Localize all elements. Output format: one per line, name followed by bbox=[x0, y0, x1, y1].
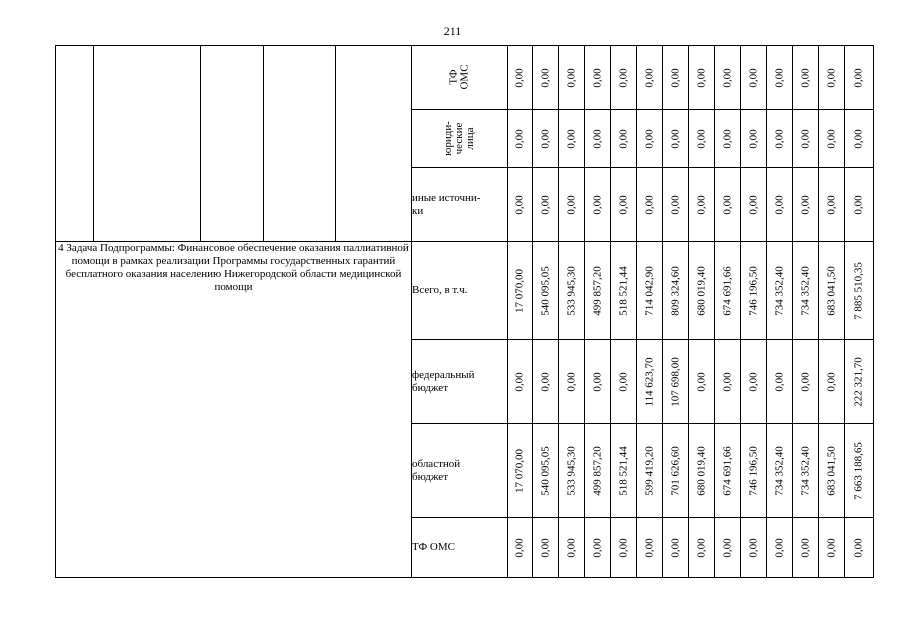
value-text: 0,00 bbox=[513, 194, 526, 215]
value-cell bbox=[611, 46, 637, 110]
value-cell bbox=[663, 168, 689, 242]
value-cell bbox=[508, 518, 533, 578]
value-cell bbox=[715, 168, 741, 242]
value-cell bbox=[611, 424, 637, 518]
value-text: 0,00 bbox=[852, 128, 865, 149]
value-cell bbox=[637, 168, 663, 242]
empty-header-cell bbox=[264, 46, 336, 242]
empty-header-cell bbox=[201, 46, 264, 242]
value-text: 714 042,90 bbox=[643, 265, 655, 316]
value-cell bbox=[611, 168, 637, 242]
value-text: 809 324,60 bbox=[669, 265, 681, 316]
value-text: 0,00 bbox=[591, 537, 603, 558]
value-cell bbox=[793, 424, 819, 518]
value-cell bbox=[585, 242, 611, 340]
value-cell bbox=[819, 168, 845, 242]
value-cell bbox=[637, 242, 663, 340]
value-text: 0,00 bbox=[643, 537, 655, 558]
value-text: 746 196,50 bbox=[747, 445, 759, 496]
value-text: 0,00 bbox=[825, 67, 837, 88]
value-text: 734 352,40 bbox=[799, 265, 811, 316]
value-cell bbox=[741, 46, 767, 110]
value-cell bbox=[559, 46, 585, 110]
value-text: 0,00 bbox=[825, 194, 837, 215]
empty-header-cell bbox=[336, 46, 412, 242]
value-cell bbox=[559, 168, 585, 242]
value-text: 0,00 bbox=[825, 537, 837, 558]
funding-source-text: юриди- ческие лица bbox=[441, 120, 476, 156]
value-text: 0,00 bbox=[747, 371, 759, 392]
value-text: 7 885 510,35 bbox=[852, 261, 865, 320]
value-text: 7 663 188,65 bbox=[852, 441, 865, 500]
value-cell bbox=[715, 340, 741, 424]
value-text: 0,00 bbox=[721, 128, 733, 149]
value-text: 0,00 bbox=[799, 67, 811, 88]
value-cell bbox=[585, 110, 611, 168]
value-text: 0,00 bbox=[695, 128, 707, 149]
value-text: 518 521,44 bbox=[617, 265, 629, 316]
value-cell bbox=[637, 340, 663, 424]
value-text: 0,00 bbox=[565, 128, 577, 149]
value-text: 0,00 bbox=[799, 371, 811, 392]
value-cell bbox=[508, 340, 533, 424]
value-cell bbox=[637, 518, 663, 578]
value-text: 0,00 bbox=[852, 194, 865, 215]
value-text: 0,00 bbox=[721, 194, 733, 215]
value-text: 0,00 bbox=[799, 537, 811, 558]
value-text: 0,00 bbox=[695, 194, 707, 215]
value-text: 0,00 bbox=[591, 128, 603, 149]
budget-table bbox=[55, 45, 874, 578]
value-text: 0,00 bbox=[747, 194, 759, 215]
value-text: 0,00 bbox=[513, 67, 526, 88]
value-text: 0,00 bbox=[852, 537, 865, 558]
value-text: 0,00 bbox=[513, 371, 526, 392]
value-cell bbox=[819, 46, 845, 110]
value-text: 0,00 bbox=[669, 537, 681, 558]
value-cell bbox=[585, 340, 611, 424]
value-cell bbox=[741, 424, 767, 518]
value-cell bbox=[533, 46, 559, 110]
value-text: 0,00 bbox=[591, 371, 603, 392]
value-cell bbox=[663, 46, 689, 110]
value-cell bbox=[819, 424, 845, 518]
value-text: 0,00 bbox=[747, 128, 759, 149]
value-text: 0,00 bbox=[695, 67, 707, 88]
funding-source-label bbox=[412, 46, 508, 110]
value-cell bbox=[663, 110, 689, 168]
value-cell bbox=[793, 168, 819, 242]
value-cell bbox=[689, 46, 715, 110]
value-text: 0,00 bbox=[565, 194, 577, 215]
value-cell bbox=[741, 340, 767, 424]
value-text: 0,00 bbox=[539, 128, 551, 149]
value-cell bbox=[767, 168, 793, 242]
value-text: 0,00 bbox=[643, 194, 655, 215]
value-text: 0,00 bbox=[539, 194, 551, 215]
value-text: 0,00 bbox=[539, 371, 551, 392]
value-cell bbox=[741, 518, 767, 578]
value-text: 540 095,05 bbox=[539, 265, 551, 316]
value-text: 0,00 bbox=[773, 128, 785, 149]
value-cell bbox=[585, 518, 611, 578]
value-cell bbox=[559, 518, 585, 578]
value-cell bbox=[741, 242, 767, 340]
value-cell bbox=[845, 46, 874, 110]
value-cell bbox=[585, 168, 611, 242]
value-cell bbox=[689, 518, 715, 578]
value-cell bbox=[819, 242, 845, 340]
funding-source-label: Всего, в т.ч. bbox=[412, 242, 508, 340]
value-text: 0,00 bbox=[591, 67, 603, 88]
value-text: 0,00 bbox=[591, 194, 603, 215]
value-text: 674 691,66 bbox=[721, 265, 733, 316]
value-text: 0,00 bbox=[669, 194, 681, 215]
value-text: 0,00 bbox=[539, 537, 551, 558]
value-cell bbox=[845, 518, 874, 578]
page-number: 211 bbox=[443, 24, 462, 38]
value-text: 0,00 bbox=[617, 128, 629, 149]
value-text: 701 626,60 bbox=[669, 445, 681, 496]
empty-header-cell bbox=[56, 46, 94, 242]
table-row bbox=[56, 242, 874, 340]
value-text: 0,00 bbox=[773, 371, 785, 392]
value-text: 734 352,40 bbox=[799, 445, 811, 496]
value-cell bbox=[819, 110, 845, 168]
value-cell bbox=[715, 46, 741, 110]
funding-source-label: иные источни- ки bbox=[412, 168, 508, 242]
value-cell bbox=[637, 110, 663, 168]
value-cell bbox=[845, 424, 874, 518]
value-cell bbox=[611, 110, 637, 168]
value-cell bbox=[585, 424, 611, 518]
funding-source-text: ТФ ОМС bbox=[447, 64, 471, 90]
value-text: 0,00 bbox=[721, 371, 733, 392]
value-cell bbox=[689, 424, 715, 518]
value-text: 0,00 bbox=[617, 371, 629, 392]
value-text: 0,00 bbox=[721, 67, 733, 88]
value-text: 734 352,40 bbox=[773, 445, 785, 496]
value-text: 114 623,70 bbox=[643, 356, 655, 407]
value-text: 0,00 bbox=[539, 67, 551, 88]
value-text: 0,00 bbox=[773, 194, 785, 215]
value-text: 0,00 bbox=[747, 67, 759, 88]
value-cell bbox=[663, 424, 689, 518]
value-text: 540 095,05 bbox=[539, 445, 551, 496]
value-text: 0,00 bbox=[695, 537, 707, 558]
value-cell bbox=[533, 168, 559, 242]
value-cell bbox=[819, 340, 845, 424]
value-cell bbox=[585, 46, 611, 110]
value-cell bbox=[767, 518, 793, 578]
value-cell bbox=[715, 242, 741, 340]
value-text: 0,00 bbox=[799, 194, 811, 215]
funding-source-label: ТФ ОМС bbox=[412, 518, 508, 578]
value-cell bbox=[819, 518, 845, 578]
value-cell bbox=[533, 340, 559, 424]
empty-header-cell bbox=[94, 46, 201, 242]
value-text: 0,00 bbox=[825, 371, 837, 392]
value-cell bbox=[533, 424, 559, 518]
value-cell bbox=[637, 46, 663, 110]
value-cell bbox=[611, 340, 637, 424]
value-text: 0,00 bbox=[799, 128, 811, 149]
value-text: 17 070,00 bbox=[513, 448, 526, 493]
value-cell bbox=[508, 168, 533, 242]
value-cell bbox=[741, 110, 767, 168]
table-row bbox=[56, 46, 874, 110]
value-cell bbox=[533, 242, 559, 340]
value-cell bbox=[533, 110, 559, 168]
value-text: 17 070,00 bbox=[513, 268, 526, 313]
value-cell bbox=[611, 242, 637, 340]
value-cell bbox=[689, 242, 715, 340]
value-cell bbox=[767, 242, 793, 340]
value-text: 0,00 bbox=[617, 537, 629, 558]
value-cell bbox=[508, 242, 533, 340]
value-text: 0,00 bbox=[617, 194, 629, 215]
value-cell bbox=[689, 340, 715, 424]
value-text: 0,00 bbox=[565, 537, 577, 558]
value-text: 746 196,50 bbox=[747, 265, 759, 316]
task-description: 4 Задача Подпрограммы: Финансовое обеспечение оказания паллиативной помощи в рамках реализации Программы государственных гарантий бесплатного оказания населению Нижегородской области медицинской помощи bbox=[56, 242, 412, 578]
value-cell bbox=[845, 110, 874, 168]
value-cell bbox=[508, 110, 533, 168]
value-cell bbox=[715, 424, 741, 518]
value-cell bbox=[559, 424, 585, 518]
value-cell bbox=[845, 168, 874, 242]
value-cell bbox=[715, 110, 741, 168]
value-text: 0,00 bbox=[617, 67, 629, 88]
value-cell bbox=[689, 110, 715, 168]
value-cell bbox=[689, 168, 715, 242]
value-cell bbox=[637, 424, 663, 518]
value-text: 0,00 bbox=[565, 371, 577, 392]
value-cell bbox=[611, 518, 637, 578]
value-cell bbox=[793, 340, 819, 424]
value-text: 533 945,30 bbox=[565, 265, 577, 316]
value-text: 683 041,50 bbox=[825, 265, 837, 316]
value-cell bbox=[767, 424, 793, 518]
value-text: 499 857,20 bbox=[591, 265, 603, 316]
value-cell bbox=[793, 46, 819, 110]
value-text: 0,00 bbox=[747, 537, 759, 558]
value-text: 674 691,66 bbox=[721, 445, 733, 496]
value-text: 0,00 bbox=[513, 128, 526, 149]
value-text: 599 419,20 bbox=[643, 445, 655, 496]
value-text: 734 352,40 bbox=[773, 265, 785, 316]
value-text: 0,00 bbox=[695, 371, 707, 392]
value-text: 0,00 bbox=[513, 537, 526, 558]
value-cell bbox=[663, 242, 689, 340]
value-cell bbox=[767, 110, 793, 168]
value-text: 0,00 bbox=[643, 67, 655, 88]
value-cell bbox=[767, 46, 793, 110]
value-text: 680 019,40 bbox=[695, 265, 707, 316]
funding-source-label: областной бюджет bbox=[412, 424, 508, 518]
value-text: 0,00 bbox=[773, 67, 785, 88]
value-cell bbox=[559, 242, 585, 340]
value-cell bbox=[845, 242, 874, 340]
value-text: 680 019,40 bbox=[695, 445, 707, 496]
value-cell bbox=[559, 340, 585, 424]
funding-source-label: федеральный бюджет bbox=[412, 340, 508, 424]
funding-source-label bbox=[412, 110, 508, 168]
value-cell bbox=[715, 518, 741, 578]
value-cell bbox=[559, 110, 585, 168]
value-text: 518 521,44 bbox=[617, 445, 629, 496]
value-text: 0,00 bbox=[643, 128, 655, 149]
value-text: 0,00 bbox=[825, 128, 837, 149]
value-cell bbox=[663, 518, 689, 578]
value-cell bbox=[793, 242, 819, 340]
value-cell bbox=[508, 46, 533, 110]
value-text: 499 857,20 bbox=[591, 445, 603, 496]
value-cell bbox=[845, 340, 874, 424]
value-text: 0,00 bbox=[852, 67, 865, 88]
value-cell bbox=[663, 340, 689, 424]
value-text: 0,00 bbox=[669, 67, 681, 88]
value-text: 533 945,30 bbox=[565, 445, 577, 496]
value-text: 0,00 bbox=[669, 128, 681, 149]
value-cell bbox=[767, 340, 793, 424]
value-cell bbox=[533, 518, 559, 578]
value-cell bbox=[793, 518, 819, 578]
value-text: 0,00 bbox=[773, 537, 785, 558]
value-text: 107 698,00 bbox=[669, 356, 681, 407]
value-text: 0,00 bbox=[565, 67, 577, 88]
value-text: 683 041,50 bbox=[825, 445, 837, 496]
value-cell bbox=[793, 110, 819, 168]
value-cell bbox=[508, 424, 533, 518]
value-text: 0,00 bbox=[721, 537, 733, 558]
value-cell bbox=[741, 168, 767, 242]
value-text: 222 321,70 bbox=[852, 356, 865, 407]
